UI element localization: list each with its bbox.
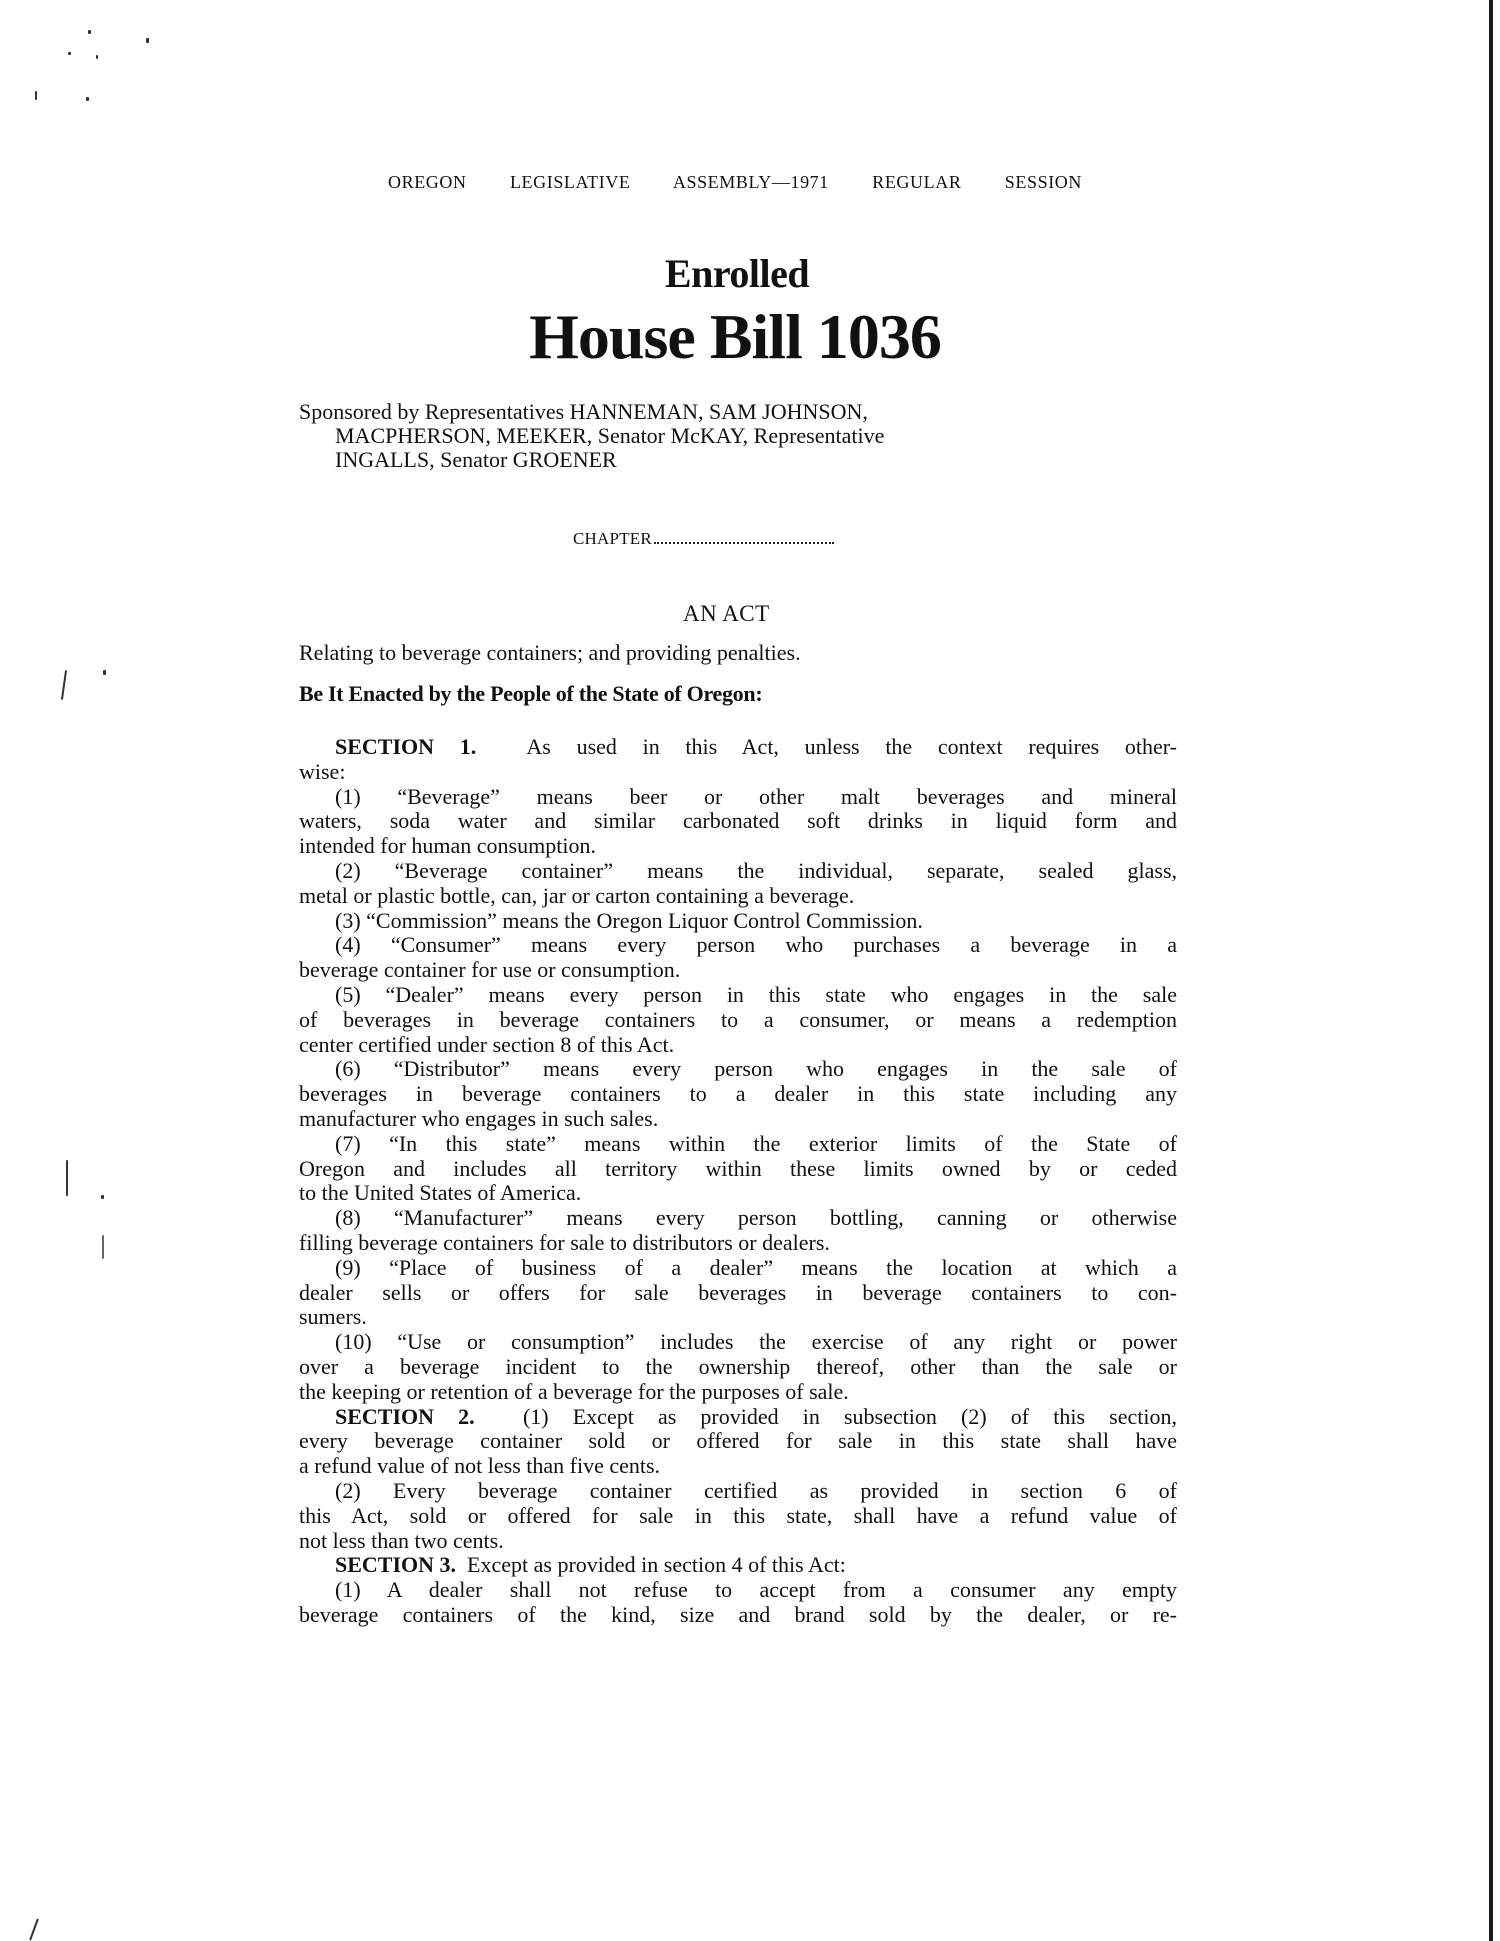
body-line [299, 859, 1177, 884]
line-text: wise: [299, 758, 346, 784]
line-text: sumers. [299, 1304, 367, 1330]
body-line [299, 1504, 1177, 1529]
scan-speck [29, 1918, 39, 1940]
body-line [299, 1206, 1177, 1231]
body-line [299, 1529, 1177, 1554]
line-text: beverage containers of the kind, size and brand sold by the dealer, or re- [299, 1601, 1177, 1627]
body-line [299, 1008, 1177, 1033]
body-line [299, 958, 1177, 983]
scan-edge-border [1489, 0, 1493, 1941]
section-line [299, 735, 1177, 760]
body-line [299, 1281, 1177, 1306]
line-text: this Act, sold or offered for sale in this state, shall have a refund value of [299, 1502, 1177, 1528]
body-line [299, 760, 1177, 785]
line-text: (6) “Distributor” means every person who engages in the sale of [335, 1056, 1177, 1082]
line-text: dealer sells or offers for sale beverages in beverage containers to con- [299, 1279, 1177, 1305]
line-text: filling beverage containers for sale to distributors or dealers. [299, 1229, 830, 1255]
line-text: (7) “In this state” means within the exterior limits of the State of [335, 1130, 1177, 1156]
line-text: (5) “Dealer” means every person in this state who engages in the sale [335, 981, 1177, 1007]
body-line [299, 1132, 1177, 1157]
chapter-blank [654, 530, 834, 544]
body-line [299, 1157, 1177, 1182]
body-line [299, 1082, 1177, 1107]
line-text: (1) Except as provided in subsection (2) of this section, [522, 1403, 1177, 1429]
scan-speck [146, 38, 149, 43]
line-text: to the United States of America. [299, 1180, 582, 1206]
act-heading: AN ACT [683, 601, 770, 626]
scan-speck [86, 97, 89, 101]
body-line [299, 1603, 1177, 1628]
body-line [299, 909, 1177, 934]
line-text: (4) “Consumer” means every person who purchases a beverage in a [335, 932, 1177, 958]
body-line [299, 1380, 1177, 1405]
line-text: Except as provided in section 4 of this Act: [467, 1552, 846, 1578]
body-line [299, 983, 1177, 1008]
section-line [299, 1405, 1177, 1430]
scan-speck [101, 1195, 104, 1199]
body-line [299, 1479, 1177, 1504]
line-text: the keeping or retention of a beverage for the purposes of sale. [299, 1378, 849, 1404]
body-line [299, 809, 1177, 834]
line-text: over a beverage incident to the ownership thereof, other than the sale or [299, 1353, 1177, 1379]
relating-clause: Relating to beverage containers; and providing penalties. [299, 640, 801, 665]
bill-title: House Bill 1036 [529, 301, 941, 372]
scan-speck [96, 55, 98, 59]
body-line [299, 1181, 1177, 1206]
sponsor-line: INGALLS, Senator GROENER [335, 447, 617, 472]
line-text: As used in this Act, unless the context requires other- [526, 734, 1177, 759]
line-text: Oregon and includes all territory within these limits owned by or ceded [299, 1155, 1177, 1181]
line-text: (2) “Beverage container” means the individual, separate, sealed glass, [335, 857, 1177, 883]
line-text: beverage container for use or consumption. [299, 957, 681, 983]
body-line [299, 1033, 1177, 1058]
body-line [299, 1057, 1177, 1082]
scan-speck [35, 91, 37, 100]
body-line [299, 1256, 1177, 1281]
line-text: every beverage container sold or offered for sale in this state shall have [299, 1428, 1177, 1454]
body-line [299, 1454, 1177, 1479]
body-line [299, 785, 1177, 810]
sponsor-line: MACPHERSON, MEEKER, Senator McKAY, Representative [335, 423, 885, 448]
body-line [299, 933, 1177, 958]
body-line [299, 1107, 1177, 1132]
body-line [299, 1578, 1177, 1603]
chapter-line [573, 529, 834, 549]
enrolled-label: Enrolled [664, 251, 810, 296]
line-text: (10) “Use or consumption” includes the exercise of any right or power [335, 1329, 1177, 1355]
line-text: of beverages in beverage containers to a consumer, or means a redemption [299, 1006, 1177, 1032]
body-line [299, 1355, 1177, 1380]
line-text: center certified under section 8 of this Act. [299, 1031, 675, 1057]
section-number: SECTION 3. [335, 1552, 457, 1578]
body-line [299, 1330, 1177, 1355]
scan-speck [66, 1160, 68, 1196]
line-text: waters, soda water and similar carbonated soft drinks in liquid form and [299, 808, 1177, 834]
scan-speck [68, 52, 71, 55]
body-line [299, 834, 1177, 859]
line-text: (9) “Place of business of a dealer” means the location at which a [335, 1254, 1177, 1280]
bill-body [299, 735, 1177, 1628]
scan-speck [103, 670, 106, 675]
scan-speck [88, 30, 91, 34]
line-text: (2) Every beverage container certified as provided in section 6 of [335, 1477, 1177, 1503]
body-line [299, 884, 1177, 909]
line-text: intended for human consumption. [299, 833, 596, 859]
line-text: (1) A dealer shall not refuse to accept from a consumer any empty [335, 1577, 1177, 1603]
body-line [299, 1305, 1177, 1330]
body-line [299, 1429, 1177, 1454]
line-text: not less than two cents. [299, 1527, 504, 1553]
section-number: SECTION 2. [335, 1403, 475, 1429]
line-text: (1) “Beverage” means beer or other malt beverages and mineral [335, 783, 1177, 809]
line-text: (3) “Commission” means the Oregon Liquor Control Commission. [335, 907, 923, 933]
section-line [299, 1553, 1177, 1578]
enacting-clause: Be It Enacted by the People of the State of Oregon: [299, 681, 763, 706]
scan-speck [61, 670, 67, 700]
line-text: (8) “Manufacturer” means every person bottling, canning or otherwise [335, 1205, 1177, 1231]
chapter-label: CHAPTER [573, 529, 652, 548]
session-header: OREGON LEGISLATIVE ASSEMBLY—1971 REGULAR SESSION [388, 172, 1082, 192]
line-text: metal or plastic bottle, can, jar or carton containing a beverage. [299, 882, 855, 908]
section-number: SECTION 1. [335, 734, 477, 759]
line-text: a refund value of not less than five cents. [299, 1453, 661, 1479]
line-text: manufacturer who engages in such sales. [299, 1105, 659, 1131]
line-text: beverages in beverage containers to a dealer in this state including any [299, 1081, 1177, 1107]
sponsor-line: Sponsored by Representatives HANNEMAN, SAM JOHNSON, [299, 399, 868, 424]
body-line [299, 1231, 1177, 1256]
scan-speck [102, 1235, 104, 1259]
